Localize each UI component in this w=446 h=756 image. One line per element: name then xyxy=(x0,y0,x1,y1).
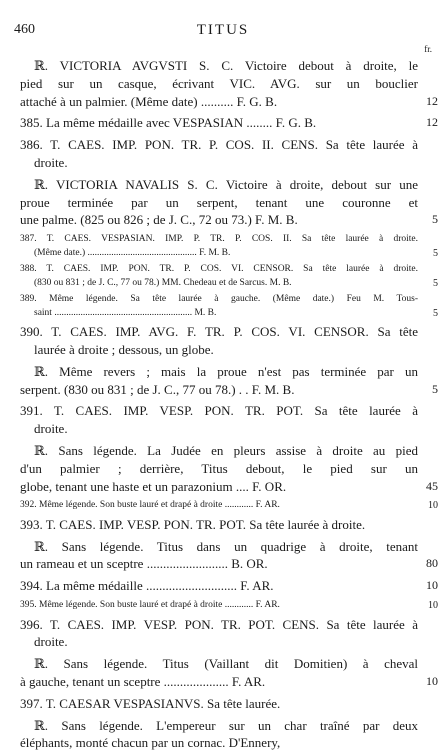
entry-line: 390. T. CAES. IMP. AVG. F. TR. P. COS. VI. CENSOR. Sa tête xyxy=(20,324,418,340)
entry-line: 391. T. CAES. IMP. VESP. PON. TR. POT. Sa tête laurée à xyxy=(20,403,418,419)
entry-line: ℝ. Sans légende. Titus dans un quadrige à droite, tenant xyxy=(34,538,418,554)
price-value: 5 xyxy=(433,247,438,259)
reverse-description xyxy=(20,655,438,691)
catalog-entry xyxy=(20,695,418,713)
entry-line: 396. T. CAES. IMP. VESP. PON. TR. POT. CENS. Sa tête laurée à xyxy=(20,616,418,632)
catalog-entry xyxy=(20,323,418,359)
price-value: 5 xyxy=(433,307,438,319)
price-value: 10 xyxy=(428,600,438,612)
price-value: 5 xyxy=(432,212,438,227)
catalog-entry xyxy=(20,233,438,260)
catalog-entry xyxy=(20,499,438,513)
entry-line: droite. xyxy=(34,154,68,170)
reverse-description xyxy=(20,176,438,229)
reverse-description xyxy=(20,442,438,495)
entry-line: 388. T. CAES. IMP. PON. TR. P. COS. VI. CENSOR. Sa tête laurée à droite. xyxy=(20,264,418,275)
price-value: 5 xyxy=(433,277,438,289)
price-value: 45 xyxy=(426,478,438,493)
price-value: 10 xyxy=(428,500,438,512)
price-value: 5 xyxy=(432,381,438,396)
catalog-entry xyxy=(20,516,418,534)
entry-line: d'un palmier ; derrière, Titus debout, le pied sur un xyxy=(20,460,418,476)
entry-line: 386. T. CAES. IMP. PON. TR. P. COS. II. CENS. Sa tête laurée à xyxy=(20,137,418,153)
catalog-entry xyxy=(20,263,438,290)
entry-line: un rameau et un sceptre ......................... B. OR. xyxy=(20,556,268,572)
entry-line: 397. T. CAESAR VESPASIANVS. Sa tête laurée. xyxy=(20,695,281,711)
catalog-entry xyxy=(20,616,418,652)
entry-line: 392. Même légende. Son buste lauré et drapé à droite ............ F. AR. xyxy=(20,500,280,511)
page-title: TITUS xyxy=(196,22,250,38)
entry-line: une palme. (825 ou 826 ; de J. C., 72 ou 73.) F. M. B. xyxy=(20,212,298,228)
entry-line: 395. Même légende. Son buste lauré et drapé à droite ............ F. AR. xyxy=(20,600,280,611)
entry-list xyxy=(20,57,438,756)
entry-line: (830 ou 831 ; de J. C., 77 ou 78.) MM. Chedeau et de Sarcus. M. B. xyxy=(34,277,292,288)
entry-line: ℝ. Même revers ; mais la proue n'est pas terminée par un xyxy=(34,363,418,379)
catalog-entry xyxy=(20,293,438,320)
entry-line: proue terminée par un serpent, tenant une couronne et xyxy=(20,194,418,210)
price-value: 10 xyxy=(426,578,438,593)
entry-line: (Même date.) .............................................. F. M. B. xyxy=(34,247,231,258)
page-header xyxy=(14,22,432,54)
reverse-description xyxy=(20,363,438,399)
entry-line: ℝ. Sans légende. L'empereur sur un char traîné par deux xyxy=(34,717,418,733)
catalog-entry xyxy=(20,114,438,132)
catalog-entry xyxy=(20,599,438,613)
entry-line: attaché à un palmier. (Même date) .......... F. G. B. xyxy=(20,93,278,109)
price-value: 12 xyxy=(426,93,438,108)
reverse-description xyxy=(20,57,438,110)
entry-line: saint .......................................................... M. B. xyxy=(34,307,217,318)
entry-line: globe, tenant une haste et un parazonium .... F. OR. xyxy=(20,478,287,494)
entry-line: pied sur un casque, écrivant VIC. AVG. sur un bouclier xyxy=(20,75,418,91)
entry-line: éléphants, monté chacun par un cornac. D'Ennery, xyxy=(20,735,281,751)
entry-line: 385. La même médaille avec VESPASIAN ........ F. G. B. xyxy=(20,115,317,131)
price-value: 12 xyxy=(426,115,438,130)
catalog-entry xyxy=(20,577,438,595)
catalog-entry xyxy=(20,402,418,438)
price-value: 80 xyxy=(426,556,438,571)
price-value: 10 xyxy=(426,673,438,688)
entry-line: ℝ. Sans légende. La Judée en pleurs assise à droite au pied xyxy=(34,442,418,458)
entry-line: ℝ. VICTORIA AVGVSTI S. C. Victoire debout à droite, le xyxy=(34,58,418,73)
currency-label: fr. xyxy=(424,44,432,54)
entry-line: serpent. (830 ou 831 ; de J. C., 77 ou 78.) . . F. M. B. xyxy=(20,381,295,397)
entry-line: 387. T. CAES. VESPASIAN. IMP. P. TR. P. COS. II. Sa tête laurée à droite. xyxy=(20,234,418,245)
entry-line: 394. La même médaille ............................ F. AR. xyxy=(20,578,274,594)
entry-line: 393. T. CAES. IMP. VESP. PON. TR. POT. Sa tête laurée à droite. xyxy=(20,516,366,532)
reverse-description xyxy=(20,717,418,753)
entry-line: à gauche, tenant un sceptre .................... F. AR. xyxy=(20,673,266,689)
page-number: 460 xyxy=(14,22,35,37)
entry-line: droite. xyxy=(34,421,68,437)
reverse-description xyxy=(20,538,438,574)
entry-line: ℝ. VICTORIA NAVALIS S. C. Victoire à droite, debout sur une xyxy=(34,176,418,192)
entry-line: laurée à droite ; dessous, un globe. xyxy=(34,341,214,357)
catalog-entry xyxy=(20,136,418,172)
entry-line: ℝ. Sans légende. Titus (Vaillant dit Domitien) à cheval xyxy=(34,656,418,672)
entry-line: droite. xyxy=(34,634,68,650)
entry-line: 389. Même légende. Sa tête laurée à gauche. (Même date.) Feu M. Tous- xyxy=(20,294,418,305)
